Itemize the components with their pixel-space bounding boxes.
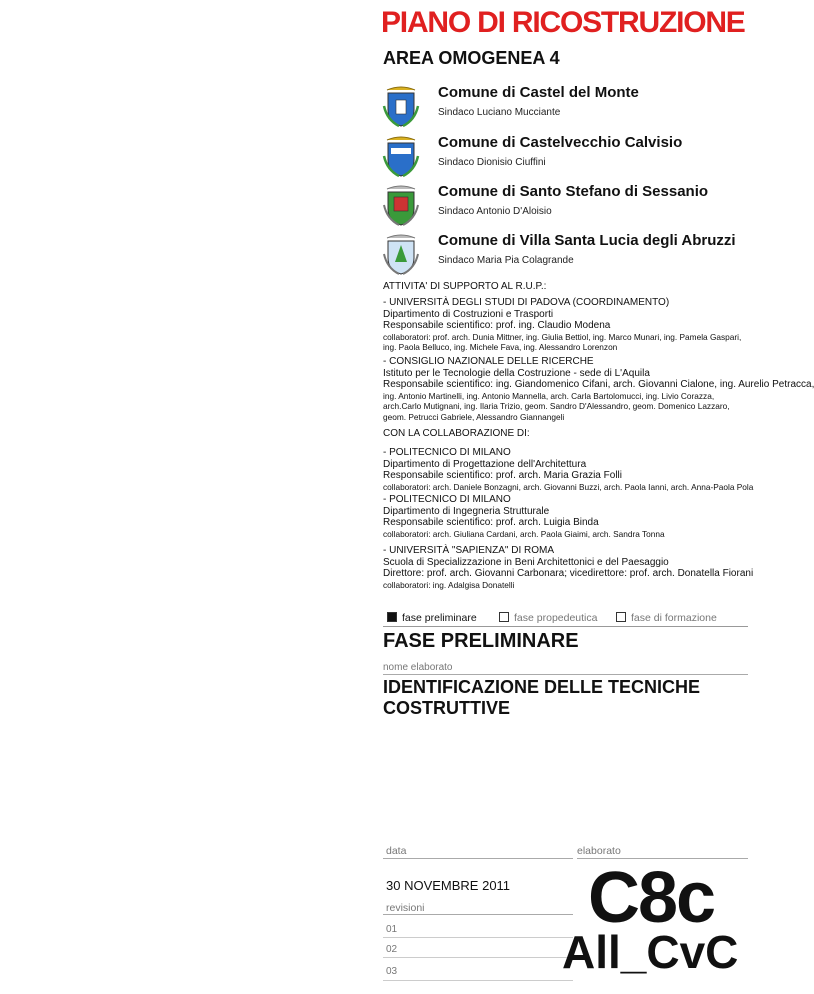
polimi2-line3: Responsabile scientifico: prof. arch. Luigia Binda (383, 517, 599, 528)
divider (383, 626, 748, 627)
sapienza-block (383, 545, 753, 590)
elaborato-label: elaborato (577, 845, 621, 857)
phase-preliminare[interactable] (387, 612, 477, 624)
date-value: 30 NOVEMBRE 2011 (386, 878, 511, 893)
cnr-line1: - CONSIGLIO NAZIONALE DELLE RICERCHE (383, 356, 594, 367)
elaborato-title: IDENTIFICAZIONE DELLE TECNICHE COSTRUTTIVE (383, 677, 701, 718)
polimi2-line2: Dipartimento di Ingegneria Strutturale (383, 505, 550, 517)
comune-name: Comune di Villa Santa Lucia degli Abruzzi (438, 232, 736, 249)
divider (383, 937, 573, 938)
revisioni-label: revisioni (386, 902, 425, 914)
area-heading: AREA OMOGENEA 4 (383, 48, 560, 68)
sindaco-name: Sindaco Luciano Mucciante (438, 107, 561, 118)
santo-stefano-di-sessanio-crest-icon (383, 183, 419, 227)
padova-collab2: ing. Paola Belluco, ing. Michele Fava, ing. Alessandro Lorenzon (383, 342, 618, 352)
revision-02: 02 (386, 944, 398, 955)
phase-label: fase propedeutica (514, 612, 598, 624)
cnr-line4: ing. Antonio Martinelli, ing. Antonio Mannella, arch. Carla Bartolomucci, ing. Livio Corazza, (383, 390, 715, 401)
comune-name: Comune di Castelvecchio Calvisio (438, 134, 683, 151)
checkbox-checked-icon[interactable] (387, 612, 397, 622)
polimi1-line3: Responsabile scientifico: prof. arch. Maria Grazia Folli (383, 470, 622, 481)
padova-collab1: collaboratori: prof. arch. Dunia Mittner, ing. Giulia Bettiol, ing. Marco Munari, ing. Pamela Gaspari, (383, 331, 742, 342)
cnr-line5: arch.Carlo Mutignani, ing. Ilaria Trizio, geom. Sandro D'Alessandro, geom. Domenico Lazzaro, (383, 401, 730, 411)
polimi1-line1: - POLITECNICO DI MILANO (383, 447, 511, 458)
phase-formazione[interactable] (616, 612, 717, 624)
polimi1-line2: Dipartimento di Progettazione dell'Architettura (383, 458, 587, 470)
elaborato-subcode: All_CvC (562, 926, 739, 978)
fase-title: FASE PRELIMINARE (383, 630, 579, 652)
sapienza-line2: Scuola di Specializzazione in Beni Architettonici e del Paesaggio (383, 556, 669, 568)
phase-selector (383, 612, 748, 626)
elaborato-code: C8c (588, 858, 715, 938)
sapienza-collab: collaboratori: ing. Adalgisa Donatelli (383, 579, 515, 590)
phase-label: fase preliminare (402, 612, 477, 624)
polimi1-collab: collaboratori: arch. Daniele Bonzagni, arch. Giovanni Buzzi, arch. Paola Ianni, arch. Anna-Paola Pola (383, 481, 754, 492)
cnr-line3: Responsabile scientifico: ing. Giandomenico Cifani, arch. Giovanni Cialone, ing. Aurelio Petracca, (383, 379, 814, 390)
cnr-block (383, 356, 814, 422)
checkbox-empty-icon[interactable] (616, 612, 626, 622)
comune-name: Comune di Castel del Monte (438, 84, 639, 101)
polimi2-collab: collaboratori: arch. Giuliana Cardani, arch. Paola Giaimi, arch. Sandra Tonna (383, 528, 665, 539)
padova-line3: Responsabile scientifico: prof. ing. Claudio Modena (383, 320, 611, 331)
collaborazione-heading: CON LA COLLABORAZIONE DI: (383, 428, 530, 439)
data-label: data (386, 845, 407, 857)
comune-villa-santa-lucia (383, 232, 763, 278)
supporto-heading: ATTIVITA' DI SUPPORTO AL R.U.P.: (383, 281, 547, 292)
sindaco-name: Sindaco Antonio D'Aloisio (438, 206, 552, 217)
divider (383, 674, 748, 675)
cnr-line6: geom. Petrucci Gabriele, Alessandro Giannangeli (383, 411, 565, 422)
phase-propedeutica[interactable] (499, 612, 597, 624)
divider (383, 858, 573, 859)
castelvecchio-calvisio-crest-icon (383, 134, 419, 178)
polimi2-block (383, 494, 665, 539)
document-title: PIANO DI RICOSTRUZIONE (381, 6, 745, 39)
divider (383, 914, 573, 915)
polimi1-block (383, 447, 753, 492)
sapienza-line3: Direttore: prof. arch. Giovanni Carbonara; vicedirettore: prof. arch. Donatella Fiorani (383, 568, 754, 579)
castel-del-monte-crest-icon (383, 84, 419, 128)
comune-santo-stefano-di-sessanio (383, 183, 763, 229)
revision-01: 01 (386, 924, 398, 935)
comune-castelvecchio-calvisio (383, 134, 763, 180)
padova-line2: Dipartimento di Costruzioni e Trasporti (383, 308, 554, 320)
divider (383, 957, 573, 958)
checkbox-empty-icon[interactable] (499, 612, 509, 622)
padova-line1: - UNIVERSITÀ DEGLI STUDI DI PADOVA (COORDINAMENTO) (383, 297, 670, 308)
cnr-line2: Istituto per le Tecnologie della Costruzione - sede di L'Aquila (383, 367, 650, 379)
polimi2-line1: - POLITECNICO DI MILANO (383, 494, 511, 505)
sapienza-line1: - UNIVERSITÀ "SAPIENZA" DI ROMA (383, 545, 555, 556)
villa-santa-lucia-crest-icon (383, 232, 419, 276)
comune-name: Comune di Santo Stefano di Sessanio (438, 183, 709, 200)
padova-block (383, 297, 741, 353)
nome-elaborato-label: nome elaborato (383, 662, 453, 673)
comune-castel-del-monte (383, 84, 763, 130)
divider (383, 980, 573, 981)
sindaco-name: Sindaco Maria Pia Colagrande (438, 255, 574, 266)
sindaco-name: Sindaco Dionisio Ciuffini (438, 157, 546, 168)
revision-03: 03 (386, 966, 398, 977)
phase-label: fase di formazione (631, 612, 717, 624)
